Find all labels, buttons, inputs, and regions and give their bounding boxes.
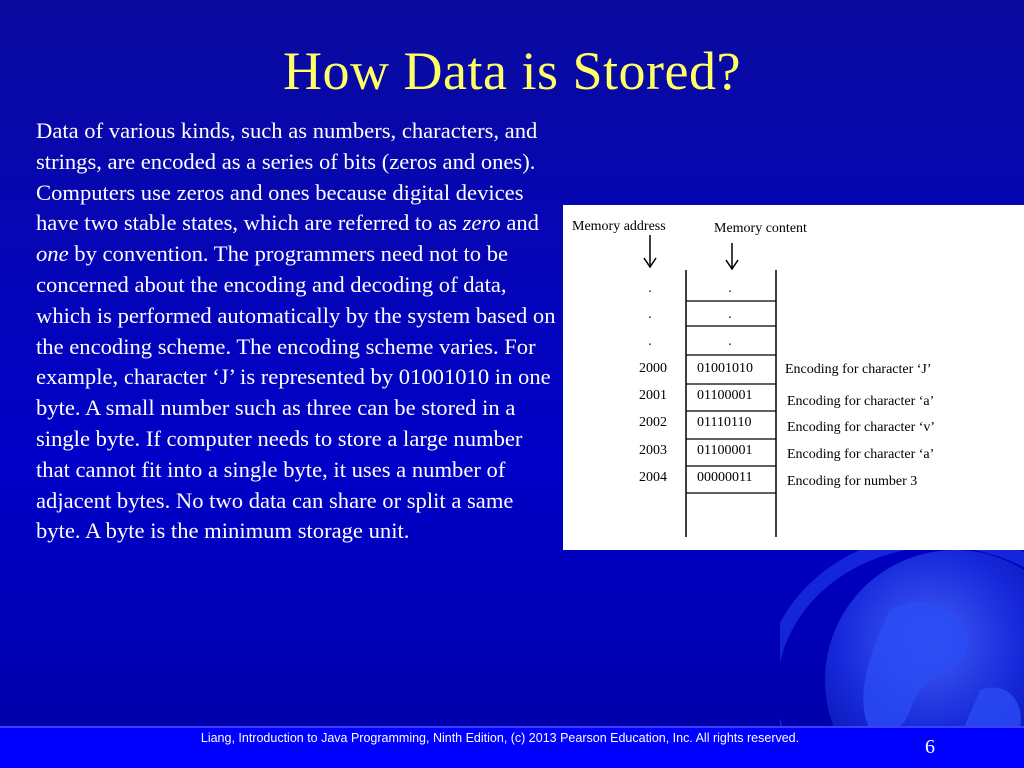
encoding-note: Encoding for character ‘v’	[787, 420, 936, 435]
copyright-text: Liang, Introduction to Java Programming, Ninth Edition, (c) 2013 Pearson Education, Inc. All rights reserved.	[200, 731, 800, 745]
encoding-note: Encoding for character ‘a’	[787, 447, 935, 462]
page-number: 6	[925, 736, 935, 758]
ellipsis-dot: .	[648, 307, 652, 322]
memory-address: 2004	[639, 470, 667, 485]
ellipsis-dot: .	[728, 334, 732, 349]
memory-content-header: Memory content	[714, 221, 807, 236]
encoding-note: Encoding for number 3	[787, 474, 918, 489]
memory-address: 2002	[639, 415, 667, 430]
memory-diagram	[563, 205, 1024, 550]
footer-bar	[0, 726, 1024, 768]
body-text-part: and	[500, 210, 539, 236]
body-text-part: by convention. The programmers need not to be concerned about the encoding and decoding of data, which is performed automatically by the system based on the encoding scheme. The encoding scheme varies. For example, character ‘J’ is represented by 01001010 in one byte. A small number such as three can be stored in a single byte. If computer needs to store a large number that cannot fit into a single byte, it uses a number of adjacent bytes. No two data can share or split a same byte. A byte is the minimum storage unit.	[36, 241, 556, 544]
slide-title: How Data is Stored?	[283, 41, 741, 101]
ellipsis-dot: .	[728, 307, 732, 322]
memory-address-header: Memory address	[572, 219, 666, 234]
body-paragraph	[36, 116, 556, 547]
encoding-note: Encoding for character ‘a’	[787, 394, 935, 409]
emphasis-one: one	[36, 241, 69, 267]
memory-address: 2003	[639, 443, 667, 458]
emphasis-zero: zero	[462, 210, 501, 236]
memory-address: 2001	[639, 388, 667, 403]
memory-content: 00000011	[697, 470, 753, 485]
memory-content: 01100001	[697, 388, 753, 403]
ellipsis-dot: .	[648, 281, 652, 296]
ellipsis-dot: .	[648, 334, 652, 349]
ellipsis-dot: .	[728, 281, 732, 296]
memory-content: 01110110	[697, 415, 752, 430]
memory-address: 2000	[639, 361, 667, 376]
body-text-part: Data of various kinds, such as numbers, characters, and strings, are encoded as a series of bits (zeros and ones). Computers use zeros and ones because digital devices have two stable states, which are referred to as	[36, 118, 538, 236]
memory-content: 01001010	[697, 361, 753, 376]
encoding-note: Encoding for character ‘J’	[785, 362, 932, 377]
memory-content: 01100001	[697, 443, 753, 458]
